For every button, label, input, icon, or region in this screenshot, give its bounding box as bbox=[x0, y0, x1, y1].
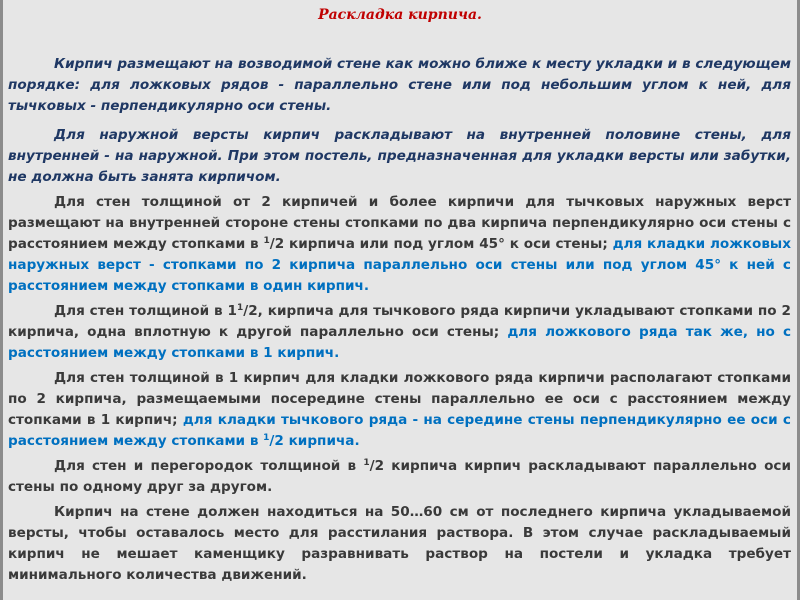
p5-highlight-b: /2 кирпича. bbox=[269, 433, 360, 449]
p4-sup: 1 bbox=[236, 303, 244, 313]
p3-sup: 1 bbox=[263, 236, 270, 246]
paragraph-two-brick-walls bbox=[8, 192, 791, 297]
p5-text-a: Для стен толщиной в 1 кирпич для кладки ложкового ряда кирпичи располагают стопками по 2 кирпича, размещаемыми посередине стены параллельно ее оси с расстоянием между стопками в 1 кирпич; bbox=[8, 370, 791, 428]
p4-text-b: /2, кирпича для тычкового ряда кирпичи укладывают стопками по 2 кирпича, одна вплотную к другой параллельно оси стены; bbox=[8, 303, 791, 340]
paragraph-one-and-half-brick-walls bbox=[8, 301, 791, 364]
p3-text-a: Для стен толщиной от 2 кирпичей и более кирпичи для тычковых наружных верст размещают на внутренней стороне стены стопками по два кирпича перпендикулярно оси стены с расстоянием между стопками в bbox=[8, 194, 791, 252]
p4-text-a: Для стен толщиной в 1 bbox=[54, 303, 237, 319]
p5-highlight-a: для кладки тычкового ряда - на середине стены перпендикулярно ее оси с расстоянием между стопками в bbox=[8, 412, 791, 449]
paragraph-outer-inner-verst: Для наружной версты кирпич раскладывают на внутренней половине стены, для внутренней - на наружной. При этом постель, предназначенная для укладки версты или забутки, не должна быть занята кирпичом. bbox=[8, 127, 791, 185]
p5-sup: 1 bbox=[263, 433, 270, 443]
paragraph-half-brick-walls bbox=[8, 456, 791, 498]
p6-text-b: /2 кирпича кирпич раскладывают параллельно оси стены по одному друг за другом. bbox=[8, 458, 791, 495]
slide-body bbox=[8, 54, 791, 590]
p4-highlight: для ложкового ряда так же, но с расстоянием между стопками в 1 кирпич. bbox=[8, 324, 792, 361]
paragraph-one-brick-walls bbox=[8, 368, 791, 452]
p3-text-b: /2 кирпича или под углом 45° к оси стены; bbox=[269, 236, 613, 252]
slide-title: Раскладка кирпича. bbox=[318, 7, 482, 23]
p3-highlight: для кладки ложковых наружных верст - стопками по 2 кирпича параллельно оси стены или под углом 45° к ней с расстоянием между стопками в один кирпич. bbox=[8, 236, 791, 294]
paragraph-placement-order: Кирпич размещают на возводимой стене как можно ближе к месту укладки и в следующем порядке: для ложковых рядов - параллельно стене или под небольшим углом к ней, для тычковых - перпендикулярно оси стены. bbox=[8, 56, 791, 114]
p6-sup: 1 bbox=[363, 458, 370, 468]
paragraph-brick-distance: Кирпич на стене должен находиться на 50…60 см от последнего кирпича укладываемой версты, чтобы оставалось место для расстилания раствора. В этом случае раскладываемый кирпич не мешает каменщику разравнивать раствор на постели и укладка требует минимального количества движений. bbox=[8, 504, 791, 583]
p6-text-a: Для стен и перегородок толщиной в bbox=[54, 458, 364, 474]
